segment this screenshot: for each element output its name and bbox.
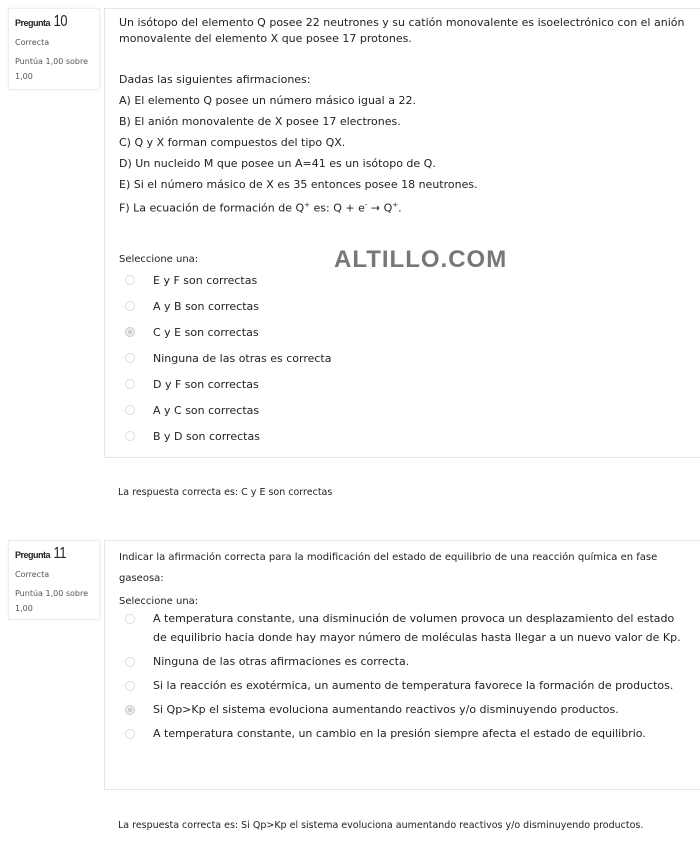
- correct-answer-feedback: La respuesta correcta es: C y E son correctas: [118, 487, 333, 498]
- option-label: A temperatura constante, un cambio en la presión siempre afecta el estado de equilibrio.: [153, 727, 646, 740]
- option-label: A y C son correctas: [153, 403, 260, 417]
- option-label: E y F son correctas: [153, 273, 258, 287]
- option-5[interactable]: [125, 724, 686, 743]
- radio-button[interactable]: [125, 681, 135, 691]
- question-state: Correcta: [15, 38, 50, 47]
- statement-f: F) La ecuación de formación de Q+ es: Q + e- → Q+.: [119, 201, 402, 215]
- question-stem: Un isótopo del elemento Q posee 22 neutrones y su catión monovalente es isoelectrónico con el anión monovalente del elemento X que posee 17 protones.: [119, 16, 685, 45]
- statement-c: C) Q y X forman compuestos del tipo QX.: [119, 136, 346, 149]
- options-list: [119, 609, 686, 743]
- radio-button[interactable]: [125, 353, 135, 363]
- option-3[interactable]: [125, 322, 686, 348]
- options-list: [119, 270, 686, 452]
- question-11-content: [104, 540, 700, 790]
- option-label: Ninguna de las otras es correcta: [153, 351, 332, 365]
- statement-b: B) El anión monovalente de X posee 17 electrones.: [119, 115, 401, 128]
- statement-d: D) Un nucleido M que posee un A=41 es un isótopo de Q.: [119, 157, 436, 170]
- watermark: ALTILLO.COM: [334, 246, 508, 273]
- question-number: 10: [53, 13, 68, 30]
- question-stem: Indicar la afirmación correcta para la modificación del estado de equilibrio de una reacción química en fase gaseosa:: [119, 552, 658, 584]
- option-3[interactable]: [125, 676, 686, 695]
- correct-answer-feedback: La respuesta correcta es: Si Qp>Kp el sistema evoluciona aumentando reactivos y/o disminuyendo productos.: [118, 820, 644, 831]
- question-state: Correcta: [15, 570, 50, 579]
- radio-button[interactable]: [125, 729, 135, 739]
- radio-button[interactable]: [125, 405, 135, 415]
- select-prompt: Seleccione una:: [119, 253, 199, 265]
- option-2[interactable]: [125, 652, 686, 671]
- select-prompt: Seleccione una:: [119, 596, 199, 607]
- radio-button[interactable]: [125, 327, 135, 337]
- option-label: C y E son correctas: [153, 325, 259, 339]
- statement-a: A) El elemento Q posee un número másico igual a 22.: [119, 94, 416, 107]
- question-10-info: [8, 8, 100, 90]
- radio-button[interactable]: [125, 614, 135, 624]
- option-label: B y D son correctas: [153, 429, 260, 443]
- option-7[interactable]: [125, 426, 686, 452]
- radio-button[interactable]: [125, 657, 135, 667]
- option-5[interactable]: [125, 374, 686, 400]
- option-6[interactable]: [125, 400, 686, 426]
- radio-button[interactable]: [125, 301, 135, 311]
- statements-intro: Dadas las siguientes afirmaciones:: [119, 73, 311, 86]
- option-label: A y B son correctas: [153, 299, 259, 313]
- question-10-content: [104, 8, 700, 458]
- option-2[interactable]: [125, 296, 686, 322]
- option-label: Si la reacción es exotérmica, un aumento de temperatura favorece la formación de productos.: [153, 679, 674, 692]
- question-score: Puntúa 1,00 sobre 1,00: [15, 589, 89, 613]
- radio-button[interactable]: [125, 275, 135, 285]
- radio-button[interactable]: [125, 379, 135, 389]
- option-4[interactable]: [125, 348, 686, 374]
- radio-button[interactable]: [125, 431, 135, 441]
- question-score: Puntúa 1,00 sobre 1,00: [15, 57, 89, 81]
- option-label: Ninguna de las otras afirmaciones es correcta.: [153, 655, 410, 668]
- question-label: Pregunta: [15, 550, 51, 560]
- question-number: 11: [53, 545, 67, 562]
- question-label: Pregunta: [15, 18, 51, 28]
- question-11-info: [8, 540, 100, 620]
- radio-button[interactable]: [125, 705, 135, 715]
- statement-e: E) Si el número másico de X es 35 entonces posee 18 neutrones.: [119, 178, 478, 191]
- option-4[interactable]: [125, 700, 686, 719]
- option-1[interactable]: [125, 609, 686, 647]
- option-label: D y F son correctas: [153, 377, 259, 391]
- option-label: Si Qp>Kp el sistema evoluciona aumentando reactivos y/o disminuyendo productos.: [153, 703, 619, 716]
- option-label: A temperatura constante, una disminución de volumen provoca un desplazamiento del estado de equilibrio hacia donde hay mayor número de moléculas hasta llegar a un nuevo valor de Kp.: [153, 612, 681, 644]
